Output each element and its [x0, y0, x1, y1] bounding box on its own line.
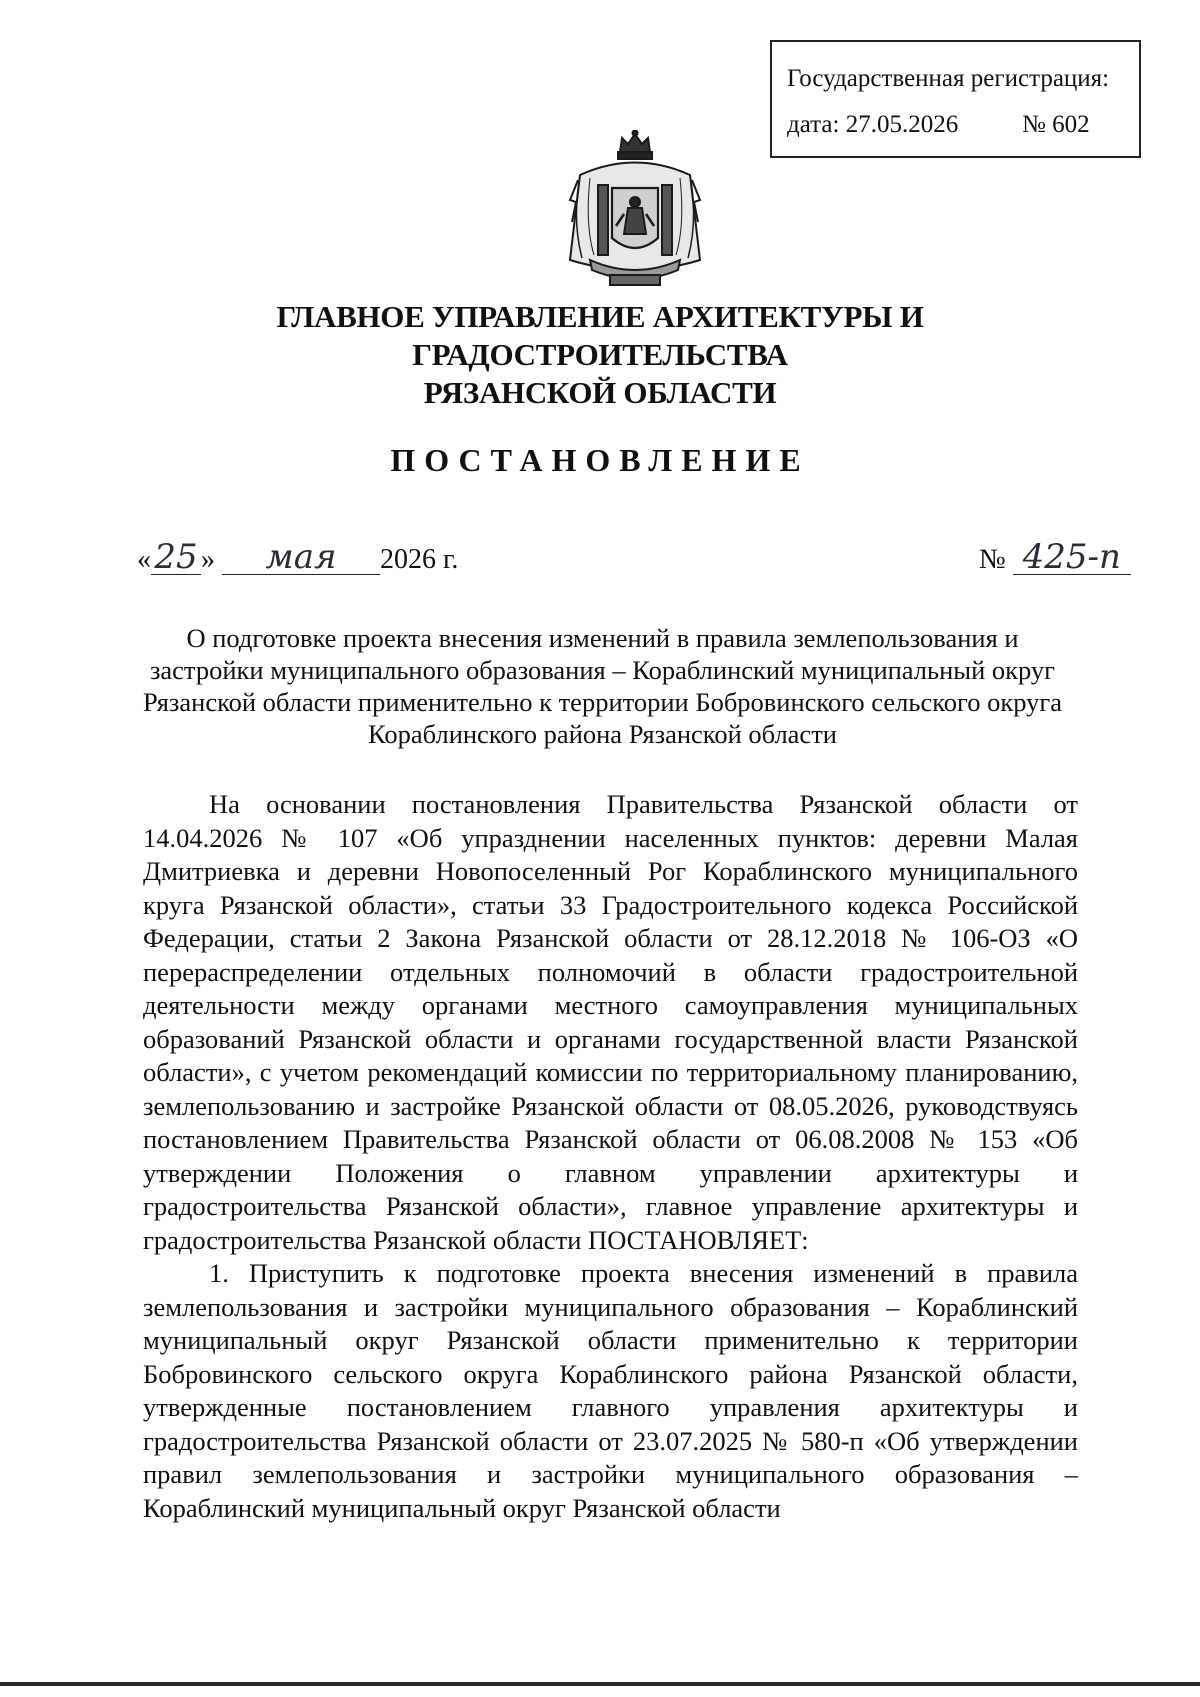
document-date	[137, 537, 459, 577]
date-month-handwritten: мая	[222, 540, 380, 575]
document-number	[979, 537, 1131, 577]
document-type-title: ПОСТАНОВЛЕНИЕ	[390, 442, 810, 478]
body-paragraph-preamble: На основании постановления Правительства Рязанской области от 14.04.2026 № 107 «Об упразднении населенных пунктов: деревни Малая Дмитриевка и деревни Новопоселенный Рог Кораблинского муниципального круга Рязанской области», статьи 33 Градостроительного кодекса Российской Федерации, статьи 2 Закона Рязанской области от 28.12.2018 № 106-ОЗ «О перераспределении отдельных полномочий в области градостроительной деятельности между органами местного самоуправления муниципальных образований Рязанской области и органами государственной власти Рязанской области», с учетом рекомендаций комиссии по территориальному планированию, землепользованию и застройке Рязанской области от 08.05.2026, руководствуясь постановлением Правительства Рязанской области от 06.08.2008 № 153 «Об утверждении Положения о главном управлении архитектуры и градостроительства Рязанской области», главное управление архитектуры и градостроительства Рязанской области ПОСТАНОВЛЯЕТ:	[143, 789, 1078, 1255]
ryazan-coat-of-arms-icon	[560, 130, 710, 295]
registration-title: Государственная регистрация:	[787, 65, 1110, 92]
document-subject: О подготовке проекта внесения изменений в правила землепользования и застройки муниципального образования – Кораблинский муниципальный округ Рязанской области применительно к территории Бобровинского сельского округа Кораблинского района Рязанской области	[143, 623, 1062, 749]
agency-name-line-2: РЯЗАНСКОЙ ОБЛАСТИ	[423, 375, 777, 410]
registration-date: дата: 27.05.2026	[787, 111, 959, 138]
body-paragraph-item-1: 1. Приступить к подготовке проекта внесения изменений в правила землепользования и застройки муниципального образования – Кораблинский муниципальный округ Рязанской области применительно к территории Бобровинского сельского округа Кораблинского района Рязанской области, утвержденные постановлением главного управления архитектуры и градостроительства Рязанской области от 23.07.2025 № 580-п «Об утверждении правил землепользования и застройки муниципального образования – Кораблинский муниципальный округ Рязанской области	[143, 1258, 1078, 1523]
date-day-handwritten: 25	[151, 540, 201, 575]
document-body	[143, 788, 1078, 1525]
date-open-quote: «	[137, 544, 151, 575]
agency-name	[100, 298, 1100, 412]
number-value-handwritten: 425-п	[1013, 540, 1131, 575]
registration-number: № 602	[1022, 111, 1090, 138]
page-bottom-rule	[0, 1682, 1200, 1686]
date-year: 2026 г.	[380, 544, 459, 575]
number-label: №	[979, 544, 1006, 575]
agency-name-line-1: ГЛАВНОЕ УПРАВЛЕНИЕ АРХИТЕКТУРЫ И ГРАДОСТРОИТЕЛЬСТВА	[276, 299, 924, 372]
registration-stamp	[770, 40, 1141, 158]
date-close-quote: »	[201, 544, 215, 575]
